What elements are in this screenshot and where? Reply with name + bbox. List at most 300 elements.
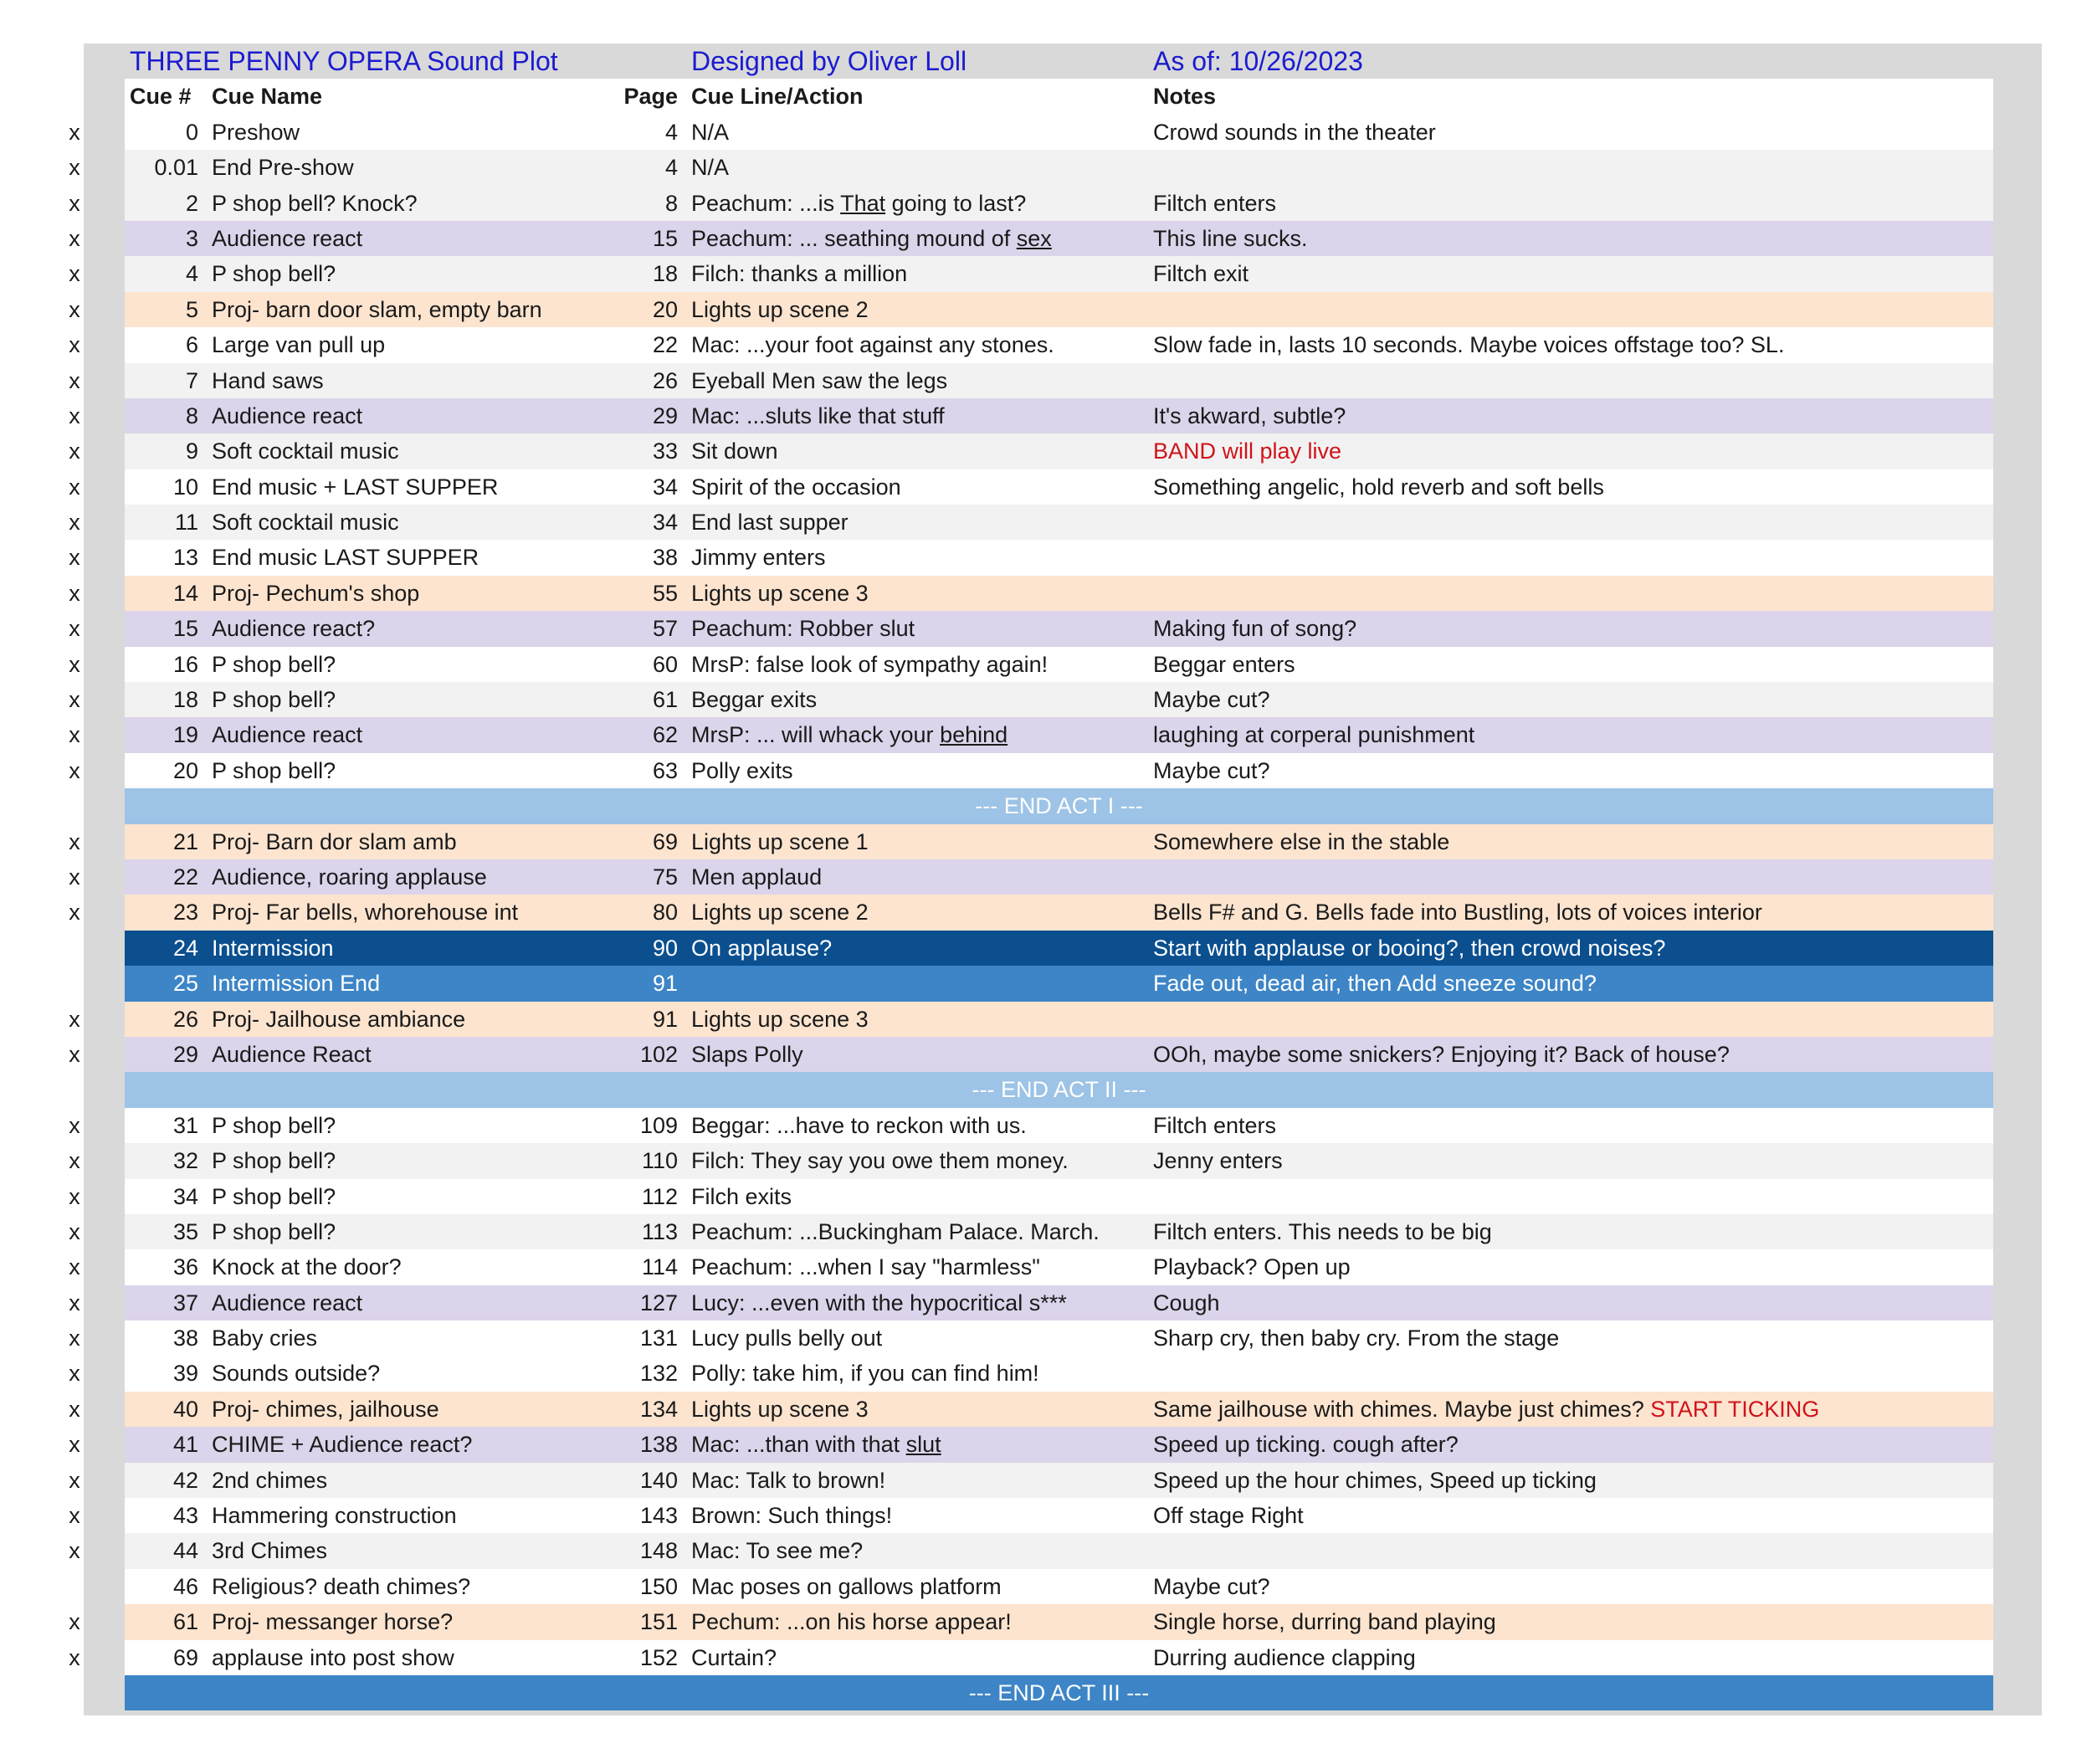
document-title: THREE PENNY OPERA Sound Plot xyxy=(130,46,558,76)
cue-name: P shop bell? xyxy=(212,261,336,287)
cue-notes xyxy=(1153,1037,1730,1072)
cue-name: Audience react? xyxy=(212,616,376,642)
cue-name: P shop bell? xyxy=(212,1183,336,1209)
cue-row xyxy=(0,682,2092,717)
cue-done-mark: x xyxy=(69,757,80,783)
cue-number: 39 xyxy=(172,1361,198,1387)
cue-page: 138 xyxy=(639,1432,678,1458)
cue-notes xyxy=(1153,1249,1351,1285)
cue-name: Audience, roaring applause xyxy=(212,864,487,890)
cue-done-mark: x xyxy=(69,119,80,145)
cue-line-text: Peachum: ... seathing mound of xyxy=(691,225,1017,251)
cue-notes-text: Durring audience clapping xyxy=(1153,1644,1416,1670)
cue-row xyxy=(0,966,2092,1001)
cue-line: Lights up scene 1 xyxy=(691,828,869,854)
cue-line: Peachum: ...when I say "harmless" xyxy=(691,1254,1040,1280)
cue-line: Peachum: ...Buckingham Palace. March. xyxy=(691,1218,1100,1244)
cue-row xyxy=(0,1604,2092,1639)
cue-row xyxy=(0,611,2092,646)
cue-done-mark: x xyxy=(69,1148,80,1174)
cue-notes-text: laughing at corperal punishment xyxy=(1153,722,1475,748)
cue-done-mark: x xyxy=(69,545,80,571)
cue-page: 112 xyxy=(641,1183,678,1209)
header-row xyxy=(0,79,2092,114)
cue-line: Spirit of the occasion xyxy=(691,474,901,500)
cue-notes-text: Maybe cut? xyxy=(1153,687,1270,713)
cue-row xyxy=(0,647,2092,682)
cue-name: Proj- Far bells, whorehouse int xyxy=(212,900,519,926)
cue-row xyxy=(0,540,2092,575)
cue-name: Proj- Pechum's shop xyxy=(212,580,420,606)
cue-line xyxy=(691,1427,941,1462)
cue-row xyxy=(0,1498,2092,1533)
cue-page: 75 xyxy=(652,864,678,890)
cue-line: On applause? xyxy=(691,935,833,961)
cue-line xyxy=(691,221,1052,256)
cue-done-mark: x xyxy=(69,1112,80,1138)
cue-number: 69 xyxy=(172,1644,198,1670)
cue-row xyxy=(0,433,2092,469)
cue-line-underlined: behind xyxy=(940,722,1008,748)
cue-line: Filch: They say you owe them money. xyxy=(691,1148,1069,1174)
cue-line xyxy=(691,717,1008,752)
cue-number: 2 xyxy=(185,190,198,216)
cue-notes-text: Filtch enters. This needs to be big xyxy=(1153,1218,1492,1244)
cue-number: 6 xyxy=(185,332,198,358)
cue-notes xyxy=(1153,256,1249,291)
cue-notes xyxy=(1153,717,1474,752)
cue-line-underlined: That xyxy=(840,190,886,216)
cue-line-text: Peachum: ...is xyxy=(691,190,841,216)
cue-notes-text: This line sucks. xyxy=(1153,225,1308,251)
cue-number: 61 xyxy=(172,1609,198,1635)
cue-line: Sit down xyxy=(691,438,778,464)
cue-line: Slaps Polly xyxy=(691,1041,803,1067)
cue-page: 34 xyxy=(652,474,678,500)
cue-notes xyxy=(1153,1392,1819,1427)
cue-line: Mac: ...your foot against any stones. xyxy=(691,332,1054,358)
cue-page: 143 xyxy=(639,1503,678,1529)
cue-done-mark: x xyxy=(69,1644,80,1670)
cue-page: 15 xyxy=(652,225,678,251)
cue-line: Lucy: ...even with the hypocritical s*** xyxy=(691,1290,1067,1315)
cue-done-mark: x xyxy=(69,687,80,713)
cue-row xyxy=(0,1356,2092,1391)
cue-notes-text: Making fun of song? xyxy=(1153,616,1357,642)
cue-page: 57 xyxy=(652,616,678,642)
cue-number: 31 xyxy=(172,1112,198,1138)
cue-name: P shop bell? xyxy=(212,757,336,783)
cue-page: 38 xyxy=(652,545,678,571)
cue-row xyxy=(0,717,2092,752)
cue-page: 4 xyxy=(664,119,678,145)
cue-line: Lights up scene 3 xyxy=(691,1006,869,1032)
cue-notes xyxy=(1153,1604,1496,1639)
cue-notes-text: Filtch enters xyxy=(1153,1112,1277,1138)
cue-name: P shop bell? Knock? xyxy=(212,190,418,216)
cue-done-mark: x xyxy=(69,1218,80,1244)
cue-page: 22 xyxy=(652,332,678,358)
cue-page: 150 xyxy=(639,1573,678,1599)
cue-line: Peachum: Robber slut xyxy=(691,616,915,642)
cue-number: 26 xyxy=(172,1006,198,1032)
cue-notes xyxy=(1153,398,1346,433)
cue-page: 55 xyxy=(652,580,678,606)
cue-notes-highlight: START TICKING xyxy=(1650,1396,1820,1422)
cue-name: Proj- barn door slam, empty barn xyxy=(212,296,542,322)
cue-notes-text: Start with applause or booing?, then crowd noises? xyxy=(1153,935,1666,961)
cue-page: 8 xyxy=(664,190,678,216)
cue-line-underlined: sex xyxy=(1016,225,1052,251)
cue-notes-text: It's akward, subtle? xyxy=(1153,403,1346,428)
cue-notes xyxy=(1153,1320,1559,1356)
cue-done-mark: x xyxy=(69,474,80,500)
cue-number: 13 xyxy=(172,545,198,571)
cue-number: 15 xyxy=(172,616,198,642)
cue-number: 44 xyxy=(172,1538,198,1564)
column-header-cue-name: Cue Name xyxy=(212,84,323,110)
cue-number: 16 xyxy=(172,651,198,677)
cue-row xyxy=(0,115,2092,150)
cue-number: 3 xyxy=(185,225,198,251)
cue-done-mark: x xyxy=(69,1467,80,1493)
cue-notes xyxy=(1153,1285,1220,1320)
cue-notes-text: Fade out, dead air, then Add sneeze sound? xyxy=(1153,971,1597,997)
cue-done-mark: x xyxy=(69,1183,80,1209)
cue-name: 3rd Chimes xyxy=(212,1538,328,1564)
cue-page: 131 xyxy=(639,1326,678,1351)
cue-page: 90 xyxy=(652,935,678,961)
column-header-notes: Notes xyxy=(1153,84,1217,110)
cue-line: N/A xyxy=(691,155,730,181)
cue-row xyxy=(0,1179,2092,1214)
sound-plot-table xyxy=(0,44,2092,1710)
cue-number: 41 xyxy=(172,1432,198,1458)
cue-number: 42 xyxy=(172,1467,198,1493)
cue-done-mark: x xyxy=(69,1006,80,1032)
cue-name: CHIME + Audience react? xyxy=(212,1432,473,1458)
cue-name: Preshow xyxy=(212,119,300,145)
cue-notes xyxy=(1153,1640,1416,1675)
cue-name: Large van pull up xyxy=(212,332,386,358)
cue-number: 19 xyxy=(172,722,198,748)
cue-name: Knock at the door? xyxy=(212,1254,402,1280)
cue-row xyxy=(0,1640,2092,1675)
cue-line xyxy=(691,186,1026,221)
cue-notes-text: Same jailhouse with chimes. Maybe just chimes? xyxy=(1153,1396,1651,1422)
act-divider-row xyxy=(0,788,2092,823)
cue-notes xyxy=(1153,966,1597,1001)
cue-page: 18 xyxy=(652,261,678,287)
cue-notes-text: Maybe cut? xyxy=(1153,757,1270,783)
cue-done-mark: x xyxy=(69,1361,80,1387)
cue-number: 4 xyxy=(185,261,198,287)
cue-done-mark: x xyxy=(69,1041,80,1067)
cue-done-mark: x xyxy=(69,225,80,251)
cue-notes-text: Slow fade in, lasts 10 seconds. Maybe voices offstage too? SL. xyxy=(1153,332,1785,358)
cue-name: Proj- chimes, jailhouse xyxy=(212,1396,439,1422)
cue-number: 24 xyxy=(172,935,198,961)
cue-name: Proj- messanger horse? xyxy=(212,1609,454,1635)
cue-number: 40 xyxy=(172,1396,198,1422)
cue-row xyxy=(0,186,2092,221)
cue-page: 33 xyxy=(652,438,678,464)
cue-number: 46 xyxy=(172,1573,198,1599)
cue-notes xyxy=(1153,327,1784,362)
cue-line: Lights up scene 2 xyxy=(691,296,869,322)
cue-done-mark: x xyxy=(69,1396,80,1422)
cue-row xyxy=(0,1392,2092,1427)
cue-name: Hammering construction xyxy=(212,1503,457,1529)
cue-done-mark: x xyxy=(69,332,80,358)
cue-number: 37 xyxy=(172,1290,198,1315)
cue-name: P shop bell? xyxy=(212,651,336,677)
cue-number: 29 xyxy=(172,1041,198,1067)
cue-page: 114 xyxy=(641,1254,678,1280)
cue-number: 35 xyxy=(172,1218,198,1244)
cue-line: Mac: ...sluts like that stuff xyxy=(691,403,945,428)
cue-done-mark: x xyxy=(69,971,80,997)
cue-rows xyxy=(0,115,2092,1711)
cue-number: 22 xyxy=(172,864,198,890)
cue-name: Baby cries xyxy=(212,1326,318,1351)
cue-row xyxy=(0,221,2092,256)
cue-page: 102 xyxy=(639,1041,678,1067)
cue-done-mark: x xyxy=(69,616,80,642)
cue-notes xyxy=(1153,1214,1492,1249)
cue-done-mark: x xyxy=(69,261,80,287)
cue-number: 0 xyxy=(185,119,198,145)
cue-done-mark: x xyxy=(69,1503,80,1529)
cue-number: 43 xyxy=(172,1503,198,1529)
cue-done-mark: x xyxy=(69,296,80,322)
cue-number: 20 xyxy=(172,757,198,783)
cue-row xyxy=(0,859,2092,895)
cue-number: 11 xyxy=(174,510,198,536)
cue-row xyxy=(0,576,2092,611)
cue-notes-text: Filtch exit xyxy=(1153,261,1249,287)
cue-notes xyxy=(1153,1463,1597,1498)
cue-notes-text: Jenny enters xyxy=(1153,1148,1283,1174)
cue-done-mark: x xyxy=(69,367,80,393)
cue-line: Jimmy enters xyxy=(691,545,826,571)
act-divider-row xyxy=(0,1072,2092,1107)
title-row xyxy=(0,44,2092,79)
cue-row xyxy=(0,1143,2092,1178)
cue-notes-text: Filtch enters xyxy=(1153,190,1277,216)
cue-name: Hand saws xyxy=(212,367,324,393)
act-divider-label: --- END ACT I --- xyxy=(125,788,1993,823)
cue-done-mark: x xyxy=(69,722,80,748)
cue-name: End music + LAST SUPPER xyxy=(212,474,499,500)
cue-line: Lights up scene 3 xyxy=(691,1396,869,1422)
cue-page: 110 xyxy=(641,1148,678,1174)
cue-name: Proj- Barn dor slam amb xyxy=(212,828,457,854)
cue-done-mark: x xyxy=(69,438,80,464)
cue-line: Beggar exits xyxy=(691,687,818,713)
cue-name: Religious? death chimes? xyxy=(212,1573,471,1599)
cue-line: Filch: thanks a million xyxy=(691,261,908,287)
cue-page: 113 xyxy=(641,1218,678,1244)
cue-notes-text: Beggar enters xyxy=(1153,651,1295,677)
cue-name: End Pre-show xyxy=(212,155,354,181)
cue-notes-text: Cough xyxy=(1153,1290,1220,1315)
cue-line-underlined: slut xyxy=(905,1432,941,1458)
cue-done-mark: x xyxy=(69,1290,80,1315)
cue-line: Filch exits xyxy=(691,1183,792,1209)
cue-notes xyxy=(1153,1143,1283,1178)
cue-notes xyxy=(1153,753,1270,788)
cue-row xyxy=(0,753,2092,788)
cue-name: 2nd chimes xyxy=(212,1467,328,1493)
cue-row xyxy=(0,1037,2092,1072)
cue-notes-text: Something angelic, hold reverb and soft bells xyxy=(1153,474,1604,500)
cue-page: 148 xyxy=(639,1538,678,1564)
cue-row xyxy=(0,150,2092,185)
cue-notes xyxy=(1153,115,1436,150)
cue-name: Intermission xyxy=(212,935,334,961)
cue-number: 36 xyxy=(172,1254,198,1280)
cue-name: Audience react xyxy=(212,1290,363,1315)
cue-notes xyxy=(1153,1498,1304,1533)
cue-line: Mac: Talk to brown! xyxy=(691,1467,886,1493)
cue-page: 127 xyxy=(639,1290,678,1315)
cue-notes xyxy=(1153,186,1276,221)
cue-number: 32 xyxy=(172,1148,198,1174)
cue-number: 9 xyxy=(185,438,198,464)
cue-number: 8 xyxy=(185,403,198,428)
cue-line: Eyeball Men saw the legs xyxy=(691,367,948,393)
cue-row xyxy=(0,1002,2092,1037)
cue-number: 18 xyxy=(172,687,198,713)
cue-page: 91 xyxy=(652,1006,678,1032)
cue-name: P shop bell? xyxy=(212,687,336,713)
cue-notes xyxy=(1153,433,1341,469)
cue-page: 80 xyxy=(652,900,678,926)
act-divider-row xyxy=(0,1675,2092,1710)
cue-page: 4 xyxy=(664,155,678,181)
cue-row xyxy=(0,1108,2092,1143)
cue-line: Lights up scene 2 xyxy=(691,900,869,926)
cue-notes xyxy=(1153,647,1295,682)
cue-row xyxy=(0,824,2092,859)
cue-row xyxy=(0,1569,2092,1604)
cue-notes-text: Single horse, durring band playing xyxy=(1153,1609,1496,1635)
cue-notes-text: Speed up ticking. cough after? xyxy=(1153,1432,1459,1458)
cue-line: Lucy pulls belly out xyxy=(691,1326,883,1351)
cue-page: 62 xyxy=(652,722,678,748)
cue-row xyxy=(0,1533,2092,1568)
cue-page: 152 xyxy=(639,1644,678,1670)
cue-line: Beggar: ...have to reckon with us. xyxy=(691,1112,1027,1138)
cue-line: Polly exits xyxy=(691,757,793,783)
cue-line: Men applaud xyxy=(691,864,823,890)
cue-row xyxy=(0,469,2092,505)
cue-line: N/A xyxy=(691,119,730,145)
cue-page: 60 xyxy=(652,651,678,677)
column-header-cue-num: Cue # xyxy=(130,84,192,110)
cue-notes xyxy=(1153,1427,1459,1462)
cue-line-text: going to last? xyxy=(885,190,1027,216)
cue-page: 140 xyxy=(639,1467,678,1493)
cue-notes xyxy=(1153,1108,1276,1143)
cue-row xyxy=(0,505,2092,540)
column-header-cue-line: Cue Line/Action xyxy=(691,84,864,110)
act-divider-label: --- END ACT II --- xyxy=(125,1072,1993,1107)
cue-line: Polly: take him, if you can find him! xyxy=(691,1361,1039,1387)
cue-row xyxy=(0,256,2092,291)
cue-done-mark: x xyxy=(69,1538,80,1564)
cue-name: P shop bell? xyxy=(212,1218,336,1244)
cue-done-mark: x xyxy=(69,190,80,216)
cue-page: 20 xyxy=(652,296,678,322)
column-header-page: Page xyxy=(623,84,678,110)
cue-number: 10 xyxy=(172,474,198,500)
cue-line: Lights up scene 3 xyxy=(691,580,869,606)
cue-line: Mac: To see me? xyxy=(691,1538,864,1564)
cue-row xyxy=(0,931,2092,966)
cue-line: Pechum: ...on his horse appear! xyxy=(691,1609,1012,1635)
cue-page: 63 xyxy=(652,757,678,783)
cue-notes-text: Sharp cry, then baby cry. From the stage xyxy=(1153,1326,1560,1351)
cue-done-mark: x xyxy=(69,1432,80,1458)
cue-notes xyxy=(1153,682,1270,717)
cue-number: 38 xyxy=(172,1326,198,1351)
cue-notes-text: Maybe cut? xyxy=(1153,1573,1270,1599)
cue-name: Soft cocktail music xyxy=(212,510,399,536)
cue-notes-text: OOh, maybe some snickers? Enjoying it? Back of house? xyxy=(1153,1041,1730,1067)
cue-done-mark: x xyxy=(69,900,80,926)
cue-name: applause into post show xyxy=(212,1644,454,1670)
cue-number: 5 xyxy=(185,296,198,322)
cue-name: Intermission End xyxy=(212,971,381,997)
cue-name: Audience React xyxy=(212,1041,372,1067)
cue-notes-text: Off stage Right xyxy=(1153,1503,1304,1529)
cue-line: MrsP: false look of sympathy again! xyxy=(691,651,1049,677)
cue-page: 34 xyxy=(652,510,678,536)
cue-page: 61 xyxy=(652,687,678,713)
cue-page: 69 xyxy=(652,828,678,854)
cue-row xyxy=(0,398,2092,433)
cue-notes xyxy=(1153,1569,1270,1604)
cue-done-mark: x xyxy=(69,580,80,606)
cue-name: P shop bell? xyxy=(212,1112,336,1138)
cue-notes-text: Speed up the hour chimes, Speed up ticking xyxy=(1153,1467,1597,1493)
cue-notes xyxy=(1153,611,1356,646)
cue-notes-text: Bells F# and G. Bells fade into Bustling, lots of voices interior xyxy=(1153,900,1762,926)
cue-name: Soft cocktail music xyxy=(212,438,399,464)
cue-notes-highlight: BAND will play live xyxy=(1153,438,1342,464)
cue-name: Audience react xyxy=(212,225,363,251)
as-of-date: As of: 10/26/2023 xyxy=(1153,46,1363,76)
cue-done-mark: x xyxy=(69,510,80,536)
cue-row xyxy=(0,292,2092,327)
cue-notes-text: Playback? Open up xyxy=(1153,1254,1351,1280)
cue-row xyxy=(0,1320,2092,1356)
cue-number: 7 xyxy=(185,367,198,393)
cue-done-mark: x xyxy=(69,1254,80,1280)
cue-page: 91 xyxy=(652,971,678,997)
cue-name: P shop bell? xyxy=(212,1148,336,1174)
cue-line: Brown: Such things! xyxy=(691,1503,893,1529)
cue-name: End music LAST SUPPER xyxy=(212,545,479,571)
cue-notes xyxy=(1153,931,1665,966)
cue-line-text: MrsP: ... will whack your xyxy=(691,722,941,748)
cue-name: Audience react xyxy=(212,403,363,428)
cue-row xyxy=(0,1249,2092,1285)
cue-page: 132 xyxy=(639,1361,678,1387)
cue-row xyxy=(0,1463,2092,1498)
